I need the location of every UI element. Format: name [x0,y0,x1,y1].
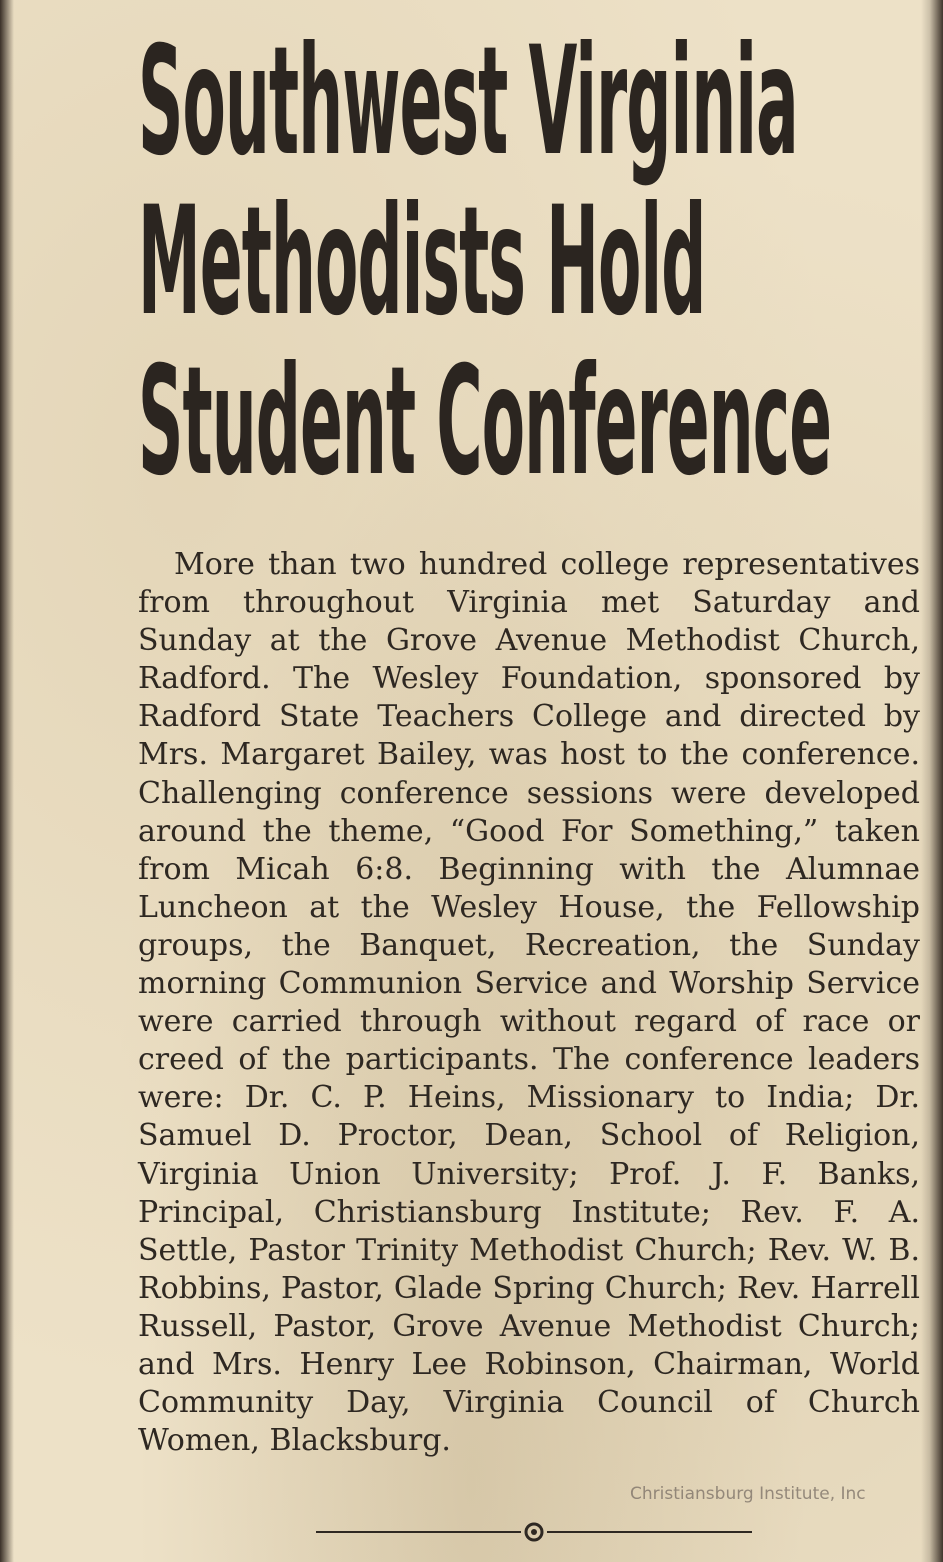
headline-line-2: Methodists Hold [138,175,706,349]
clipping-right-edge [921,0,943,1562]
ornament-divider [316,1522,752,1542]
article-body: More than two hundred college representatives from throughout Virginia met Saturday and Sunday at the Grove Avenue Methodist Church, Radford. The Wesley Foundation, sponsored by Radford State Teachers College and directed by Mrs. Margaret Bailey, was host to the conference. Challenging conference sessions were developed around the theme, “Good For Something,” taken from Micah 6:8. Beginning with the Alumnae Luncheon at the Wesley House, the Fellowship groups, the Banquet, Recreation, the Sunday morning Communion Service and Worship Service were carried through without regard of race or creed of the participants. The conference leaders were: Dr. C. P. Heins, Missionary to India; Dr. Samuel D. Proctor, Dean, School of Religion, Virginia Union University; Prof. J. F. Banks, Principal, Christiansburg Institute; Rev. F. A. Settle, Pastor Trinity Methodist Church; Rev. W. B. Robbins, Pastor, Glade Spring Church; Rev. Harrell Russell, Pastor, Grove Avenue Methodist Church; and Mrs. Henry Lee Robinson, Chairman, World Community Day, Virginia Council of Church Women, Blacksburg. [138,547,920,1459]
watermark: Christiansburg Institute, Inc [630,1484,866,1504]
clipping-left-edge [0,0,14,1562]
headline-line-1: Southwest Virginia [138,15,798,189]
headline [138,15,898,509]
headline-line-3: Student Conference [138,335,832,509]
ornament-center-core [531,1529,537,1535]
